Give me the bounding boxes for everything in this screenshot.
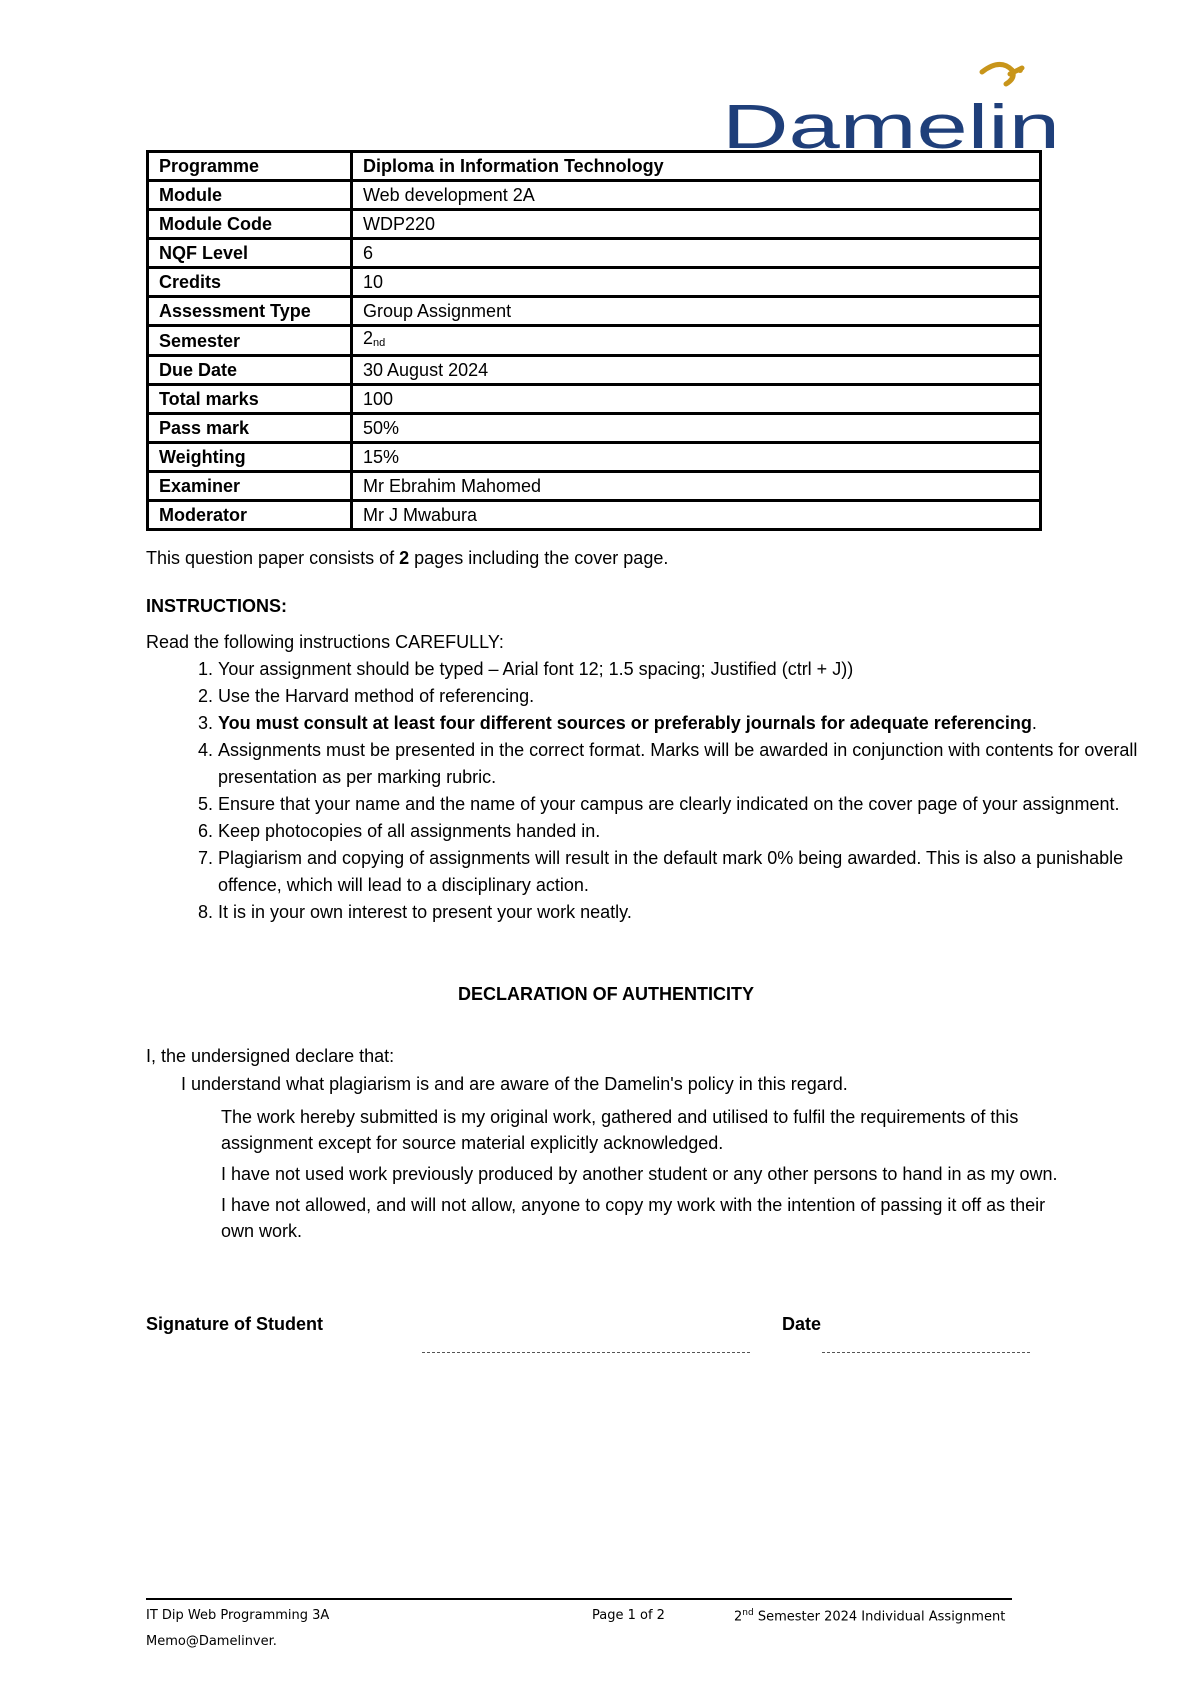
info-row	[148, 181, 1041, 210]
info-row	[148, 443, 1041, 472]
footer-right: 2nd Semester 2024 Individual Assignment	[734, 1608, 1006, 1625]
info-label: Semester	[148, 326, 352, 356]
info-label: NQF Level	[148, 239, 352, 268]
footer-rule	[146, 1598, 1012, 1600]
info-label: Module Code	[148, 210, 352, 239]
damelin-logo	[720, 60, 1065, 155]
info-label: Assessment Type	[148, 297, 352, 326]
date-line[interactable]	[822, 1352, 1030, 1353]
info-label: Credits	[148, 268, 352, 297]
signature-line[interactable]	[422, 1352, 750, 1353]
instructions-intro: Read the following instructions CAREFULLY:	[146, 632, 504, 652]
info-value: 15%	[352, 443, 1041, 472]
footer-left: IT Dip Web Programming 3A	[146, 1608, 330, 1623]
footer-memo: Memo@Damelinver.	[146, 1634, 277, 1649]
instruction-item: 4. Assignments must be presented in the correct format. Marks will be awarded in conjunction with contents for overall presentation as per marking rubric.	[218, 737, 1138, 791]
footer-page-number: Page 1 of 2	[592, 1608, 665, 1623]
info-value: Mr J Mwabura	[352, 501, 1041, 530]
info-row	[148, 326, 1041, 356]
info-label: Programme	[148, 152, 352, 181]
info-label: Examiner	[148, 472, 352, 501]
info-value: 100	[352, 385, 1041, 414]
info-row	[148, 297, 1041, 326]
info-value: 10	[352, 268, 1041, 297]
declaration-lead: I, the undersigned declare that:	[146, 1046, 395, 1066]
info-label: Weighting	[148, 443, 352, 472]
info-row	[148, 268, 1041, 297]
info-label: Moderator	[148, 501, 352, 530]
info-row	[148, 385, 1041, 414]
signature-label: Signature of Student	[146, 1314, 323, 1334]
info-value: 30 August 2024	[352, 356, 1041, 385]
declaration-title: DECLARATION OF AUTHENTICITY	[458, 984, 754, 1004]
info-row	[148, 152, 1041, 181]
date-label: Date	[782, 1314, 822, 1334]
info-row	[148, 414, 1041, 443]
declaration-statement: I understand what plagiarism is and are aware of the Damelin's policy in this regard.	[181, 1074, 848, 1094]
instruction-item: 7. Plagiarism and copying of assignments will result in the default mark 0% being awarded. This is also a punishable offence, which will lead to a disciplinary action.	[218, 845, 1138, 899]
info-value: 2nd	[352, 326, 1041, 356]
instruction-item: 8. It is in your own interest to present your work neatly.	[218, 899, 1138, 926]
logo-text: Damelin	[722, 93, 1060, 155]
instructions-list	[146, 656, 1138, 926]
info-label: Module	[148, 181, 352, 210]
info-value: 50%	[352, 414, 1041, 443]
instructions-heading: INSTRUCTIONS:	[146, 596, 287, 616]
instruction-item: 6. Keep photocopies of all assignments handed in.	[218, 818, 1138, 845]
info-label: Total marks	[148, 385, 352, 414]
instruction-item: 5. Ensure that your name and the name of your campus are clearly indicated on the cover page of your assignment.	[218, 791, 1138, 818]
info-label: Due Date	[148, 356, 352, 385]
info-row	[148, 501, 1041, 530]
instruction-item: 2. Use the Harvard method of referencing.	[218, 683, 1138, 710]
info-row	[148, 239, 1041, 268]
declaration-items	[221, 1104, 1071, 1249]
declaration-item: I have not allowed, and will not allow, anyone to copy my work with the intention of passing it off as their own work.	[221, 1195, 1046, 1241]
info-value: Web development 2A	[352, 181, 1041, 210]
logo-swoosh	[982, 64, 1022, 84]
info-row	[148, 472, 1041, 501]
instruction-item: 3. You must consult at least four different sources or preferably journals for adequate referencing.	[218, 710, 1138, 737]
info-value: WDP220	[352, 210, 1041, 239]
instruction-item: 1. Your assignment should be typed – Arial font 12; 1.5 spacing; Justified (ctrl + J))	[218, 656, 1138, 683]
assessment-info-table	[146, 150, 1042, 531]
pages-note: This question paper consists of 2 pages including the cover page.	[146, 548, 669, 568]
info-value: Mr Ebrahim Mahomed	[352, 472, 1041, 501]
info-row	[148, 210, 1041, 239]
declaration-item: The work hereby submitted is my original work, gathered and utilised to fulfil the requirements of this assignment except for source material explicitly acknowledged.	[221, 1107, 1019, 1153]
info-value: 6	[352, 239, 1041, 268]
info-value: Group Assignment	[352, 297, 1041, 326]
info-row	[148, 356, 1041, 385]
info-value: Diploma in Information Technology	[352, 152, 1041, 181]
declaration-item: I have not used work previously produced by another student or any other persons to hand in as my own.	[221, 1164, 1058, 1184]
info-label: Pass mark	[148, 414, 352, 443]
